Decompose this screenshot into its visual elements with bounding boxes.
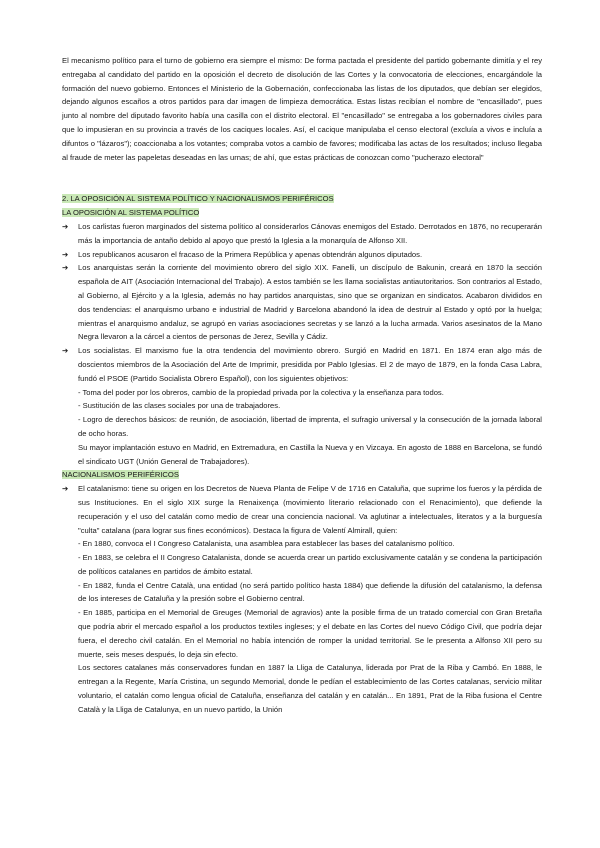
list-item <box>62 482 542 537</box>
list-item-text: Los anarquistas serán la corriente del movimiento obrero del siglo XIX. Fanelli, un discípulo de Bakunin, creará en 1870 la sección española de AIT (Asociación Internacional del Trabajo). A estos también se les llama socialistas antiautoritarios. Son contrarios al Estado, al Gobierno, al Ejército y a la Iglesia, además no hay partidos anarquistas, sino que se organizan en sindicatos. Acabaron divididos en dos tendencias: el anarquismo urbano e industrial de Madrid y Barcelona abandonó la idea de destruir al Estado y optó por la huelga; mientras el anarquismo andaluz, se agrupó en varias asociaciones secretas y se lanzó a la lucha armada. Varios asesinatos de la Mano Negra llevaron a la cárcel a cientos de personas de Jerez, Sevilla y Cádiz. <box>78 263 542 342</box>
list-item <box>62 220 542 248</box>
list-item-text: Los carlistas fueron marginados del sistema político al considerarlos Cánovas enemigos del Estado. Derrotados en 1876, no recuperarán más la importancia de antaño debido al apoyo que prestó la Iglesia a la monarquía de Alfonso XII. <box>78 221 542 245</box>
psoe-goal: - Sustitución de las clases sociales por una de trabajadores. <box>78 401 281 411</box>
list-item <box>62 261 542 344</box>
catalanism-point: - En 1885, participa en el Memorial de Greuges (Memorial de agravios) ante la posible firma de un tratado comercial con Gran Bretaña que podría abrir el mercado español a los productos textiles ingleses; y el debate en las Cortes del nuevo Código Civil, que podría dejar fuera, el derecho civil catalán. En el Memorial no había intención de romper la unidad territorial. Se le presenta a Alfonso XII pero su muerte, seis meses después, lo deja sin efecto. <box>78 608 542 659</box>
intro-paragraph: El mecanismo político para el turno de gobierno era siempre el mismo: De forma pactada el presidente del partido gobernante dimitía y el rey entregaba al candidato del partido en la oposición el decreto de disolución de las Cortes y la convocatoria de elecciones, encargándole la formación del nuevo gobierno. Entonces el Ministerio de la Gobernación, confeccionaba las listas de los diputados, que debían ser elegidos, dejando algunos escaños a otros partidos para dar imagen de limpieza democrática. Estas listas recibían el nombre de "encasillado", pues junto al nombre del diputado favorito había una casilla con el distrito electoral. El "encasillado" se entregaba a los gobernadores civiles para que lo impusieran en su provincia a través de los caciques locales. Así, el cacique manipulaba el censo electoral (excluía a vivos e incluía a difuntos o "lázaros"); coaccionaba a los votantes; compraba votos a cambio de favores; modificaba las actas de los resultados; incluso llegaba al fraude de meter las papeletas deseadas en las urnas; de ahí, que estas prácticas de conozcan como "pucherazo electoral" <box>62 56 542 162</box>
section-heading-text: 2. LA OPOSICIÓN AL SISTEMA POLÍTICO Y NACIONALISMOS PERIFÉRICOS <box>62 194 334 204</box>
psoe-goal: - Logro de derechos básicos: de reunión, de asociación, libertad de imprenta, el sufragio universal y la consecución de la jornada laboral de ocho horas. <box>78 415 542 438</box>
subsection-heading <box>62 206 542 220</box>
document-page <box>62 54 542 717</box>
arrow-icon: ➔ <box>62 263 69 273</box>
subsection-heading-text: LA OPOSICIÓN AL SISTEMA POLÍTICO <box>62 208 200 218</box>
arrow-icon: ➔ <box>62 484 69 494</box>
psoe-goal: - Toma del poder por los obreros, cambio de la propiedad privada por la colectiva y la enseñanza para todos. <box>78 387 444 397</box>
spacer <box>62 178 542 192</box>
spacer <box>62 164 542 178</box>
list-item-text: El catalanismo: tiene su origen en los Decretos de Nueva Planta de Felipe V de 1716 en Cataluña, que suprime los fueros y la pérdida de sus Instituciones. En el siglo XIX surge la Renaixença (movimiento literario relacionado con el Renacimiento), que defiende la recuperación y el uso del catalán como medio de crear una conciencia nacional. Va aglutinar a intelectuales, literatos y a la burguesía "culta" catalana (para lograr sus fines económicos). Destaca la figura de Valentí Almirall, quien: <box>78 484 542 535</box>
catalanism-point: - En 1882, funda el Centre Català, una entidad (no será partido político hasta 1884) que defiende la difusión del catalanismo, la defensa de los intereses de Cataluña y la presión sobre el Gobierno central. <box>78 580 542 604</box>
list-item-text: Los republicanos acusaron el fracaso de la Primera República y apenas obtendrán algunos diputados. <box>78 249 423 259</box>
list-item <box>62 344 542 385</box>
psoe-implantation: Su mayor implantación estuvo en Madrid, en Extremadura, en Castilla la Nueva y en Vizcaya. En agosto de 1888 en Barcelona, se fundó el sindicato UGT (Unión General de Trabajadores). <box>78 442 542 466</box>
catalanism-point: - En 1880, convoca el I Congreso Catalanista, una asamblea para establecer las bases del catalanismo político. <box>78 539 455 549</box>
arrow-icon: ➔ <box>62 346 69 356</box>
section-heading <box>62 192 542 206</box>
nationalisms-heading-text: NACIONALISMOS PERIFÉRICOS <box>62 470 179 480</box>
catalanism-point: - En 1883, se celebra el II Congreso Catalanista, donde se acuerda crear un partido exclusivamente catalán y se condena la participación de políticos catalanes en partidos de ámbito estatal. <box>78 553 542 576</box>
arrow-icon: ➔ <box>62 249 69 259</box>
list-item <box>62 248 542 262</box>
catalanism-conclusion: Los sectores catalanes más conservadores fundan en 1887 la Lliga de Catalunya, liderada por Prat de la Riba y Cambó. En 1888, le entregan a la Regente, María Cristina, un segundo Memorial, donde le pedían el establecimiento de las Cortes catalanas, servicio militar voluntario, el catalán como lengua oficial de Cataluña, enseñanza del catalán y en catalán... En 1891, Prat de la Riba fusiona el Centre Català y la Lliga de Catalunya, en un nuevo partido, la Unión <box>78 663 542 714</box>
arrow-icon: ➔ <box>62 221 69 231</box>
nationalisms-heading <box>62 468 542 482</box>
list-item-text: Los socialistas. El marxismo fue la otra tendencia del movimiento obrero. Surgió en Madrid en 1871. En 1874 eran algo más de doscientos miembros de la Asociación del Arte de Imprimir, presidida por Pablo Iglesias. El 2 de mayo de 1879, en la fonda Casa Labra, fundó el PSOE (Partido Socialista Obrero Español), con los siguientes objetivos: <box>78 346 542 383</box>
